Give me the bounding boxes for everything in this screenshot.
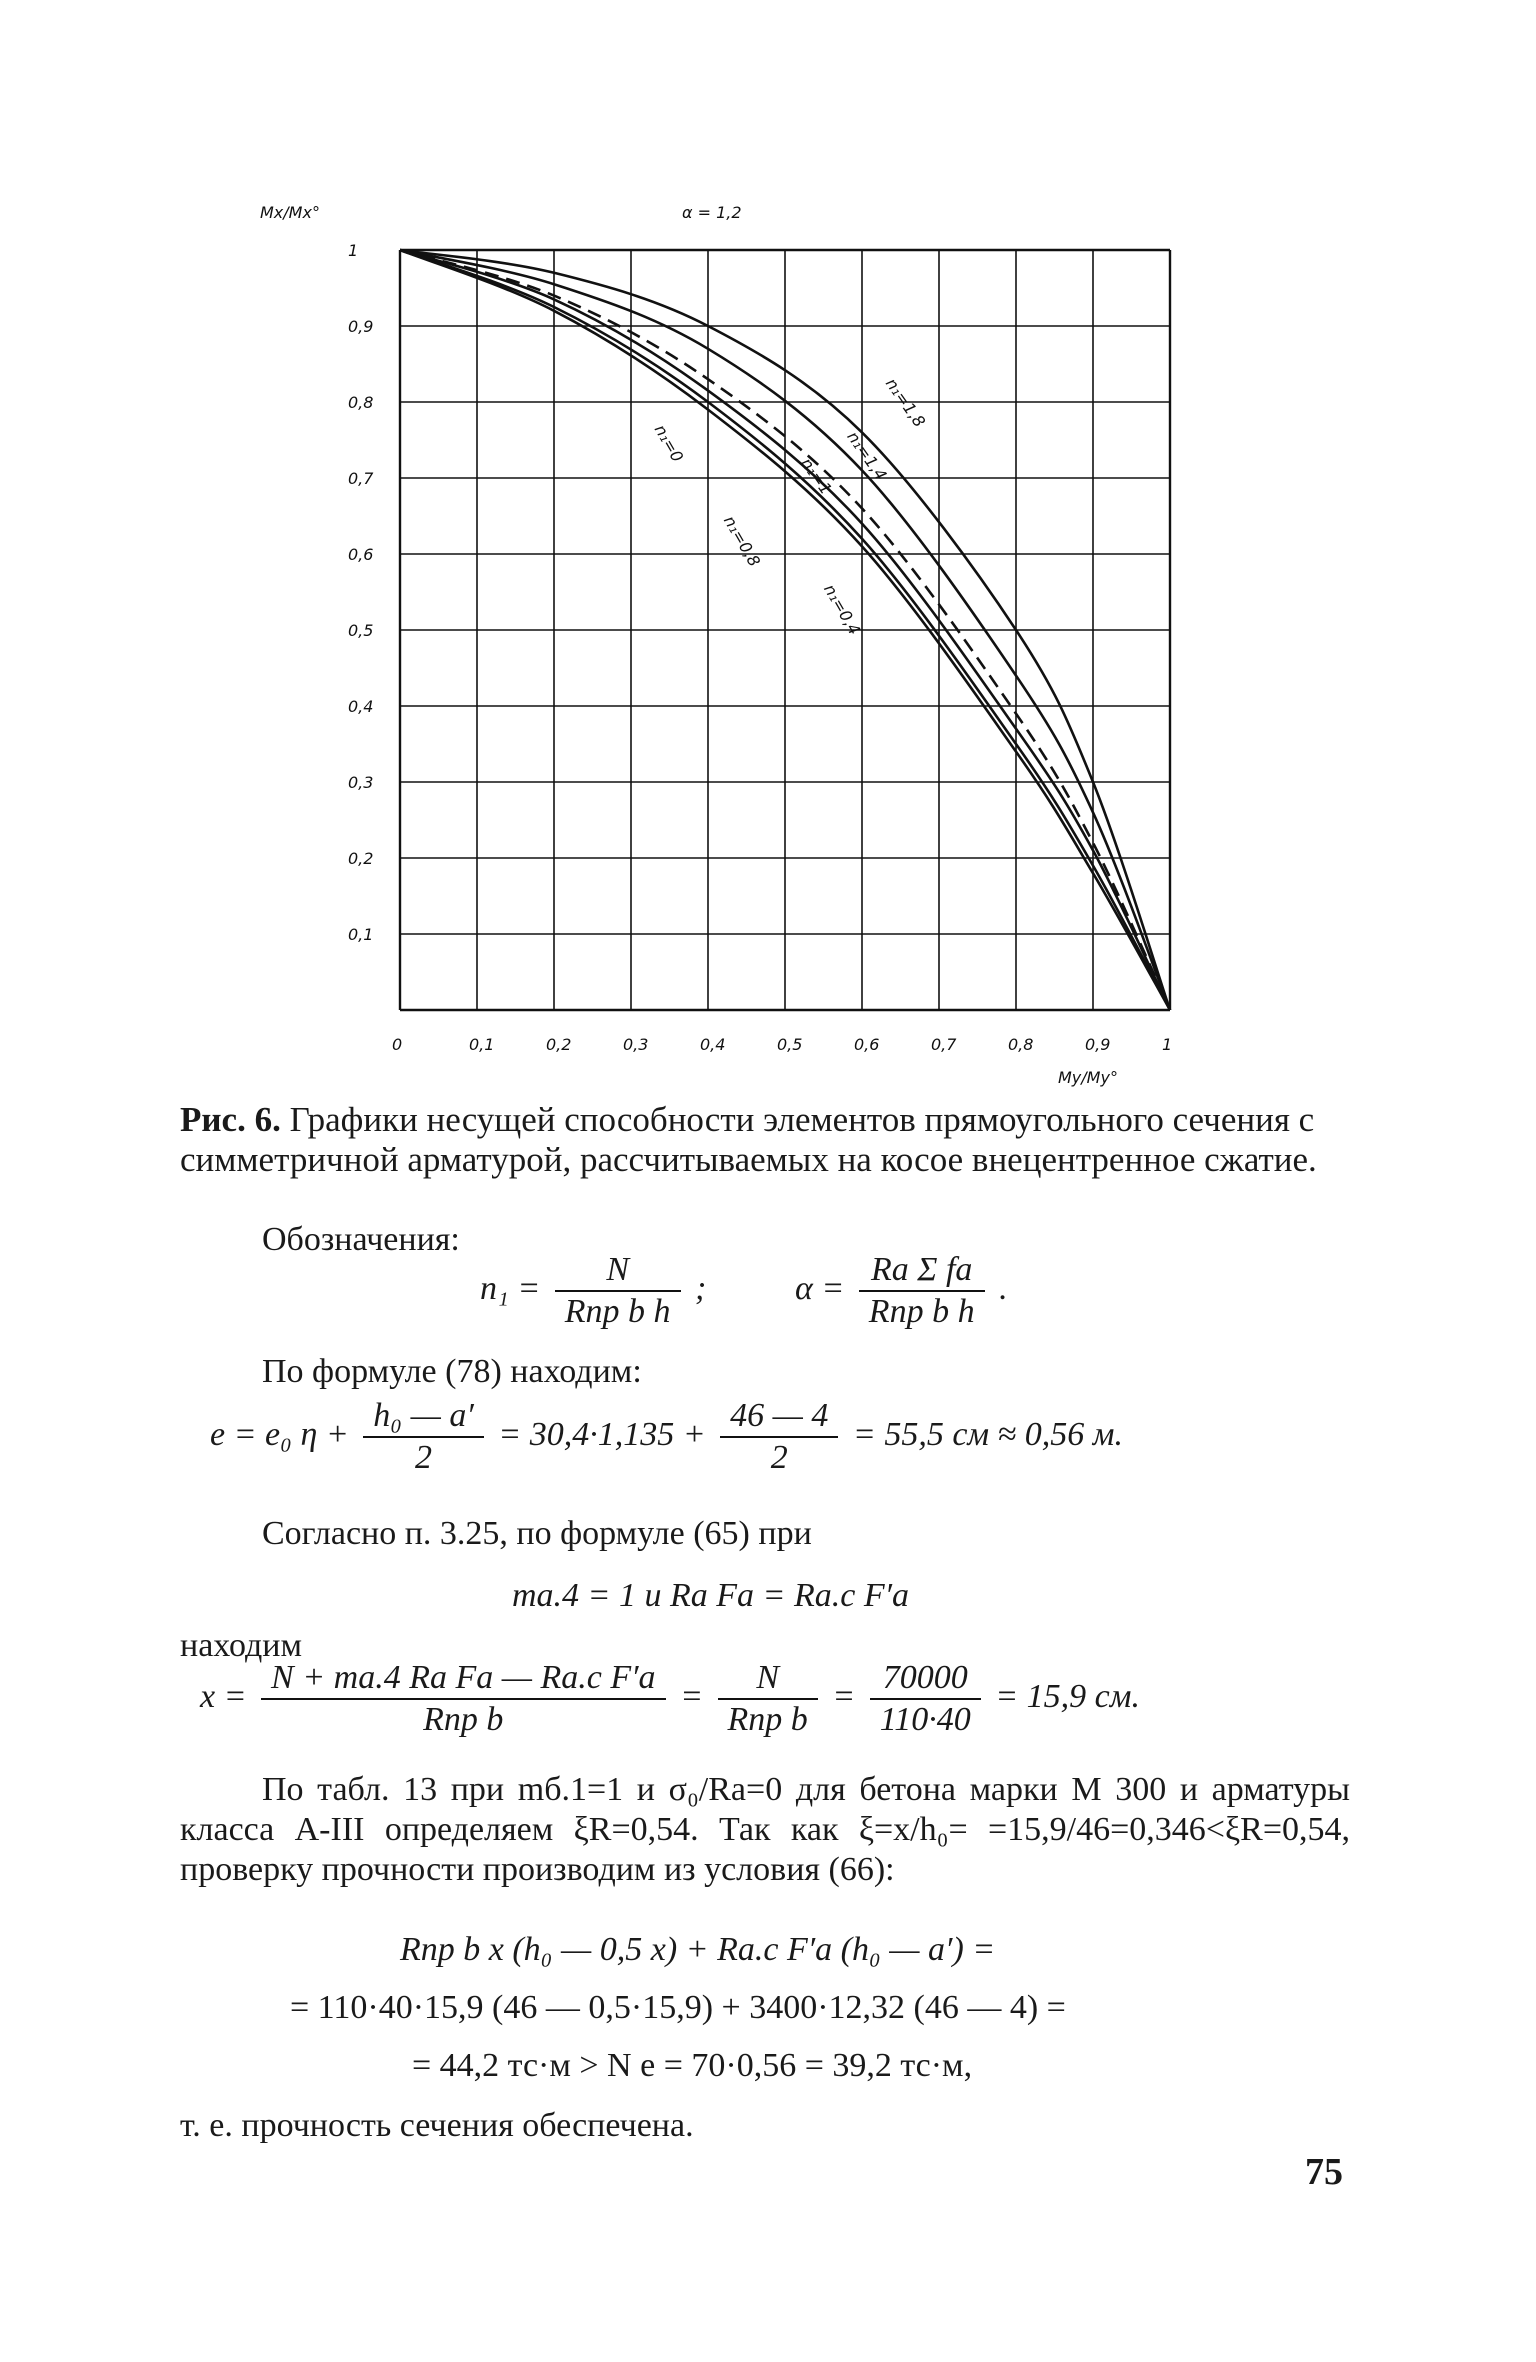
curve-label: n₁=0,4 (820, 580, 865, 639)
x-tick-label: 0,8 (1008, 1035, 1034, 1054)
x-tick-label: 0,1 (469, 1035, 495, 1054)
figure-caption (180, 1100, 1350, 1180)
x-tick-label: 0,9 (1085, 1035, 1111, 1054)
formula-x: x = $\frac{\text{N + mа.4 Rа Fа — Rа.с F′а}}{\text{Rпр b}}$ = $\frac{N}{\text{Rпр b}}$ = $\frac{70000}{110\cdot 40}$ = 15,9 см. (200, 1659, 1140, 1738)
x-tick-labels (392, 1035, 1172, 1054)
curve-labels (651, 374, 930, 638)
page-number: 75 (1305, 2151, 1343, 2193)
curve-label: n₁=0,8 (719, 512, 765, 570)
y-tick-label: 0,3 (348, 773, 374, 792)
according-text: Согласно п. 3.25, по формуле (65) при (262, 1515, 812, 1552)
formula-e: e = e₀ η + $\frac{\text{h₀ — a′}}{2}$ = 30,4·1,135 + $\frac{46 — 4}{2}$ = 55,5 см ≈ 0,56 м. (210, 1397, 1123, 1476)
y-tick-label: 0,7 (348, 469, 374, 488)
interaction-chart (260, 190, 1210, 1100)
y-tick-label: 1 (348, 241, 359, 260)
check-line-3: = 44,2 тс·м > N e = 70·0,56 = 39,2 тс·м, (412, 2047, 973, 2084)
conclusion: т. е. прочность сечения обеспечена. (180, 2107, 694, 2144)
y-tick-label: 0,2 (348, 849, 374, 868)
y-tick-label: 0,4 (348, 697, 374, 716)
y-tick-label: 0,9 (348, 317, 374, 336)
x-tick-label: 0,5 (777, 1035, 803, 1054)
chart-title: α = 1,2 (682, 203, 742, 222)
curve-label: n₁=1 (797, 454, 836, 498)
y-tick-label: 0,1 (348, 925, 374, 944)
find-text: находим (180, 1627, 303, 1664)
y-tick-label: 0,6 (348, 545, 374, 564)
y-tick-labels (348, 241, 374, 944)
x-tick-label: 0 (392, 1035, 403, 1054)
x-tick-label: 0,3 (623, 1035, 649, 1054)
by-formula-78: По формуле (78) находим: (262, 1353, 642, 1390)
x-tick-label: 0,6 (854, 1035, 880, 1054)
x-tick-label: 0,2 (546, 1035, 572, 1054)
chart-grid (400, 250, 1170, 1010)
condition: mа.4 = 1 и Rа Fа = Rа.с F′а (512, 1577, 910, 1614)
y-tick-label: 0,5 (348, 621, 374, 640)
caption-lead: Рис. 6. (180, 1100, 281, 1139)
check-line-1: Rпр b x (h₀ — 0,5 x) + Rа.с F′а (h₀ — a′) = (400, 1931, 996, 1968)
x-tick-label: 1 (1162, 1035, 1173, 1054)
curve-label: n₁=0 (650, 421, 688, 466)
curve-label: n₁=1,8 (881, 374, 930, 431)
formula-n1: n₁ = $\frac{N}{\text{Rпр b h}}$ ; (480, 1251, 707, 1330)
formula-alpha: α = $\frac{\text{Rа Σ fа}}{\text{Rпр b h}}$ . (795, 1251, 1008, 1330)
check-line-2: = 110·40·15,9 (46 — 0,5·15,9) + 3400·12,32 (46 — 4) = (290, 1989, 1066, 2026)
caption-text: Графики несущей способности элементов прямоугольного сечения с симметричной арматурой, рассчитываемых на косое внецентренное сжатие. (180, 1100, 1317, 1179)
y-tick-label: 0,8 (348, 393, 374, 412)
x-axis-label: My/My° (1058, 1068, 1118, 1087)
curve-label: n₁=1,4 (843, 427, 891, 484)
y-axis-label: Mx/Mx° (260, 203, 320, 222)
paragraph-check: По табл. 13 при mб.1=1 и σ₀/Rа=0 для бетона марки М 300 и арматуры класса А-III определяем ξR=0,54. Так как ξ=x/h₀= =15,9/46=0,346<ξR=0,54, проверку прочности производим из условия (66): (180, 1771, 1350, 1888)
x-tick-label: 0,7 (931, 1035, 957, 1054)
x-tick-label: 0,4 (700, 1035, 726, 1054)
designations-label: Обозначения: (262, 1221, 460, 1258)
